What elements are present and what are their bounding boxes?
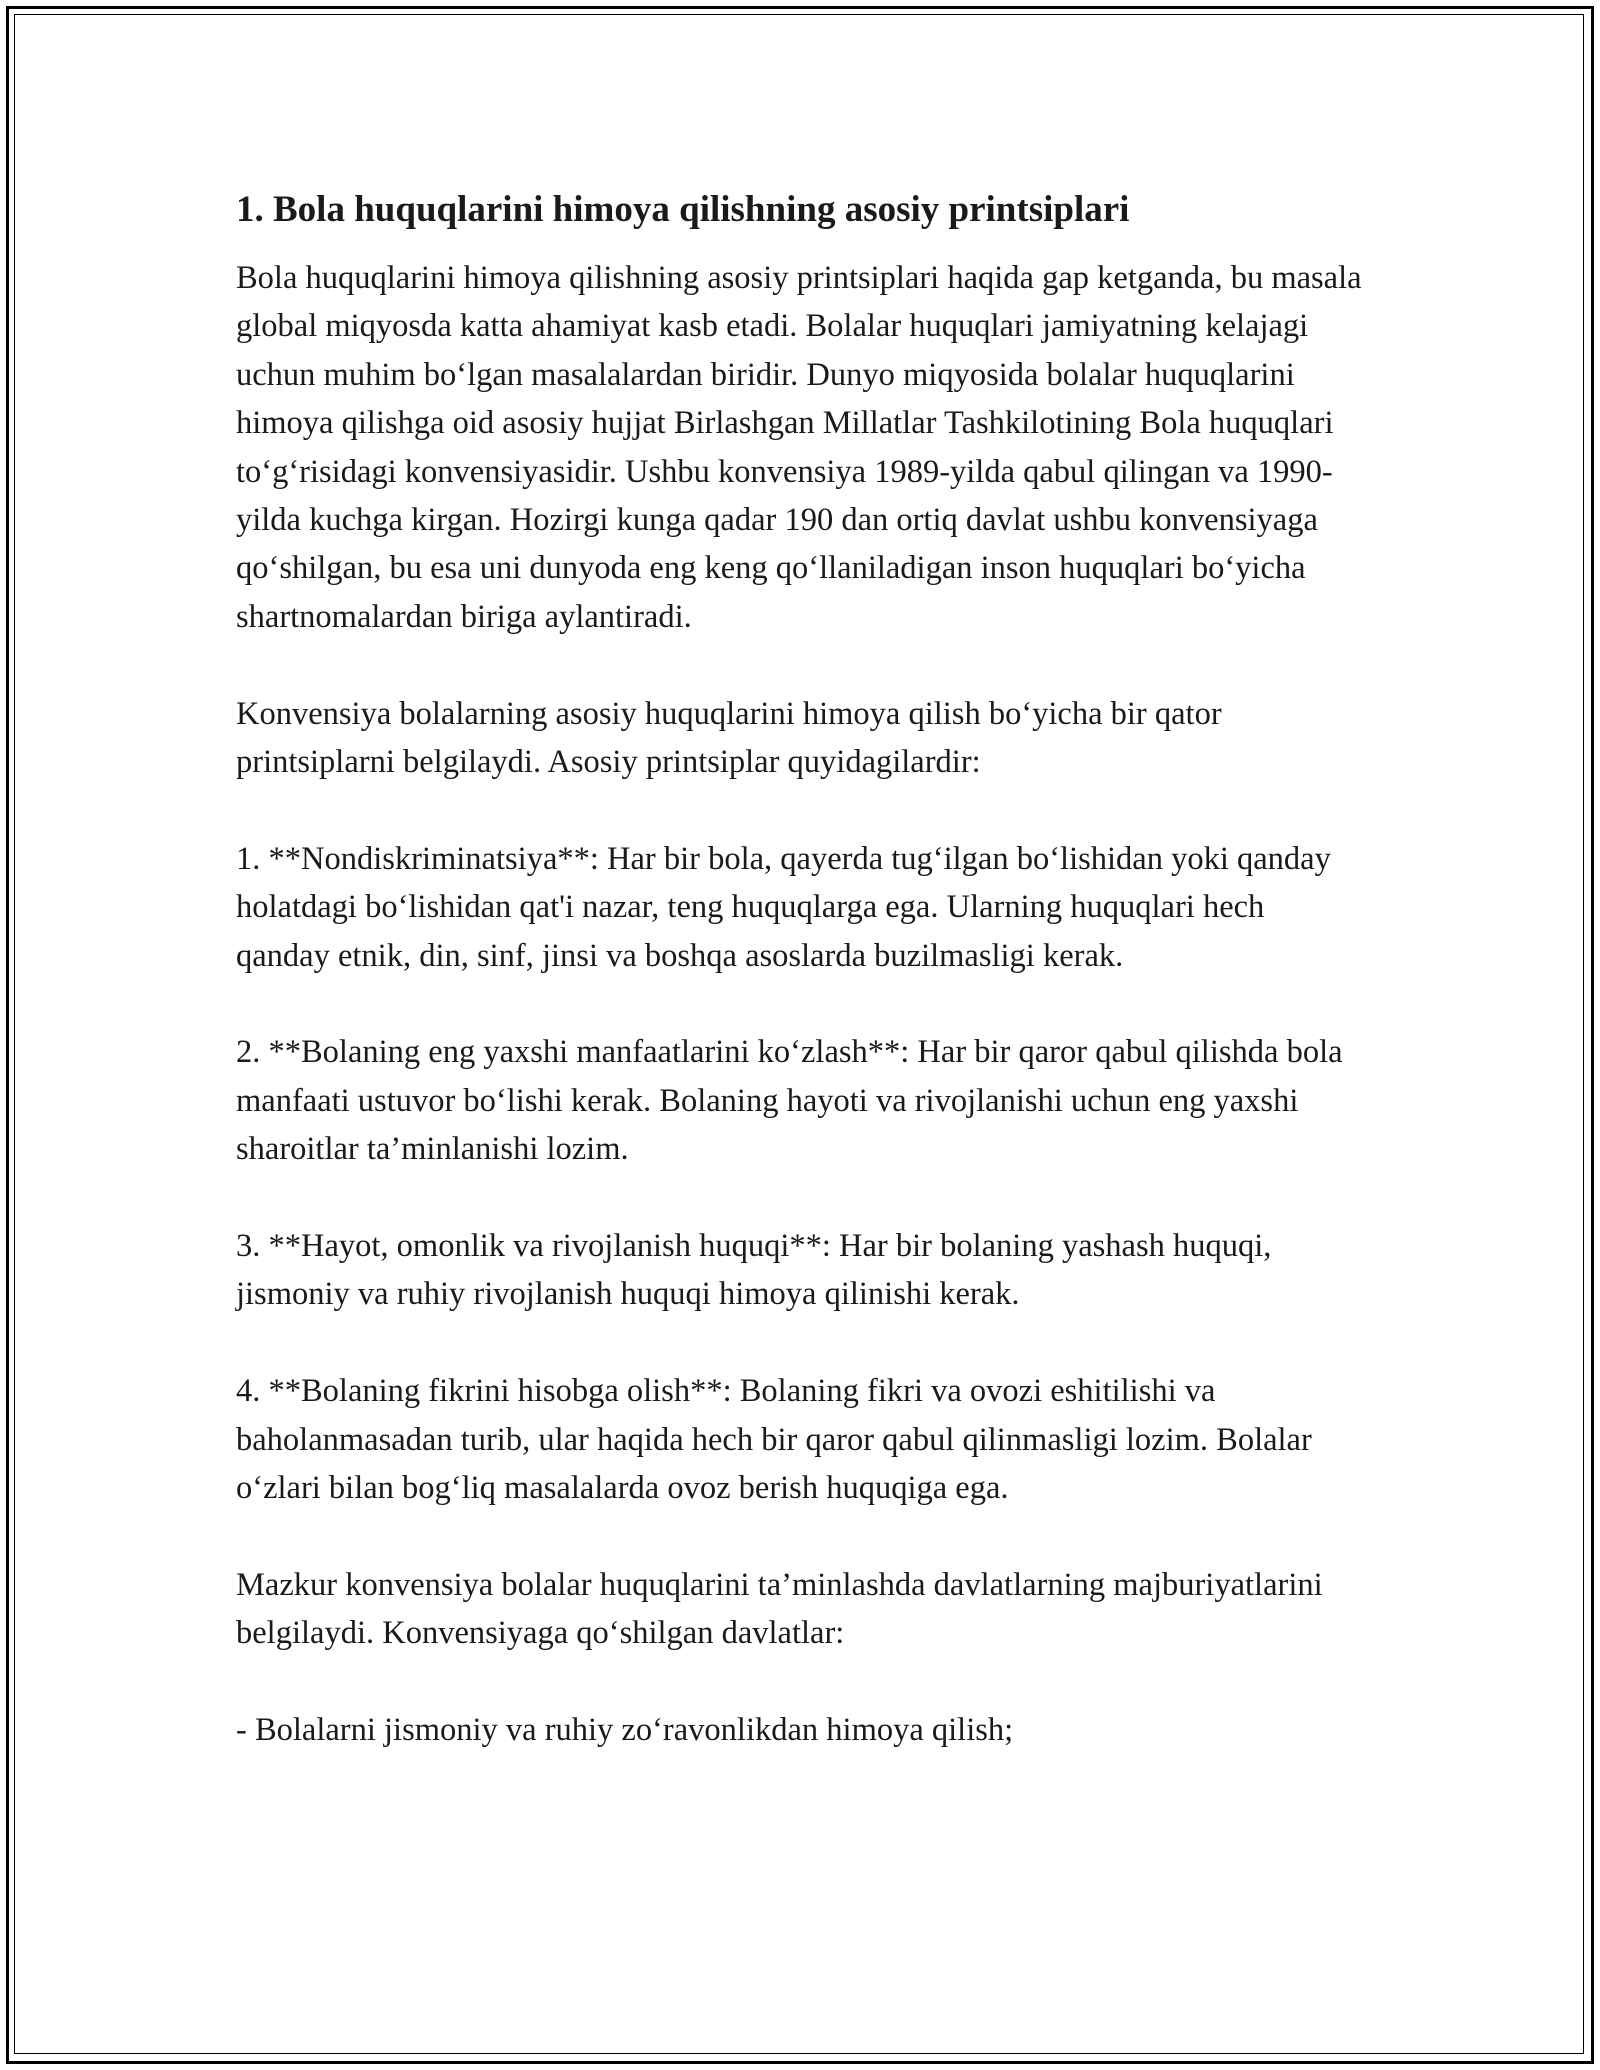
paragraph-principles-lead: Konvensiya bolalarning asosiy huquqlarini himoya qilish bo‘yicha bir qator printsiplarni belgilaydi. Asosiy printsiplar quyidagilardir:	[236, 695, 1222, 781]
paragraph-principle-1: 1. **Nondiskriminatsiya**: Har bir bola, qayerda tug‘ilgan bo‘lishidan yoki qanday holatdagi bo‘lishidan qat'i nazar, teng huquqlarga ega. Ularning huquqlari hech qanday etnik, din, sinf, jinsi va boshqa asoslarda buzilmasligi kerak.	[236, 840, 1331, 974]
paragraph-intro: Bola huquqlarini himoya qilishning asosiy printsiplari haqida gap ketganda, bu masala global miqyosda katta ahamiyat kasb etadi. Bolalar huquqlari jamiyatning kelajagi uchun muhim bo‘lgan masalalardan biridir. Dunyo miqyosida bolalar huquqlarini himoya qilishga oid asosiy hujjat Birlashgan Millatlar Tashkilotining Bola huquqlari to‘g‘risidagi konvensiyasidir. Ushbu konvensiya 1989-yilda qabul qilingan va 1990-yilda kuchga kirgan. Hozirgi kunga qadar 190 dan ortiq davlat ushbu konvensiyaga qo‘shilgan, bu esa uni dunyoda eng keng qo‘llaniladigan inson huquqlari bo‘yicha shartnomalardan biriga aylantiradi.	[236, 260, 1362, 635]
paragraph-principle-2: 2. **Bolaning eng yaxshi manfaatlarini ko‘zlash**: Har bir qaror qabul qilishda bola manfaati ustuvor bo‘lishi kerak. Bolaning hayoti va rivojlanishi uchun eng yaxshi sharoitlar ta’minlanishi lozim.	[236, 1034, 1343, 1168]
paragraph-obligations: Mazkur konvensiya bolalar huquqlarini ta’minlashda davlatlarning majburiyatlarini belgilaydi. Konvensiyaga qo‘shilgan davlatlar:	[236, 1566, 1323, 1652]
section-title: 1. Bola huquqlarini himoya qilishning asosiy printsiplari	[236, 189, 1130, 230]
document-page	[236, 186, 1366, 1754]
paragraph-principle-4: 4. **Bolaning fikrini hisobga olish**: Bolaning fikri va ovozi eshitilishi va baholanmasadan turib, ular haqida hech bir qaror qabul qilinmasligi lozim. Bolalar o‘zlari bilan bog‘liq masalalarda ovoz berish huquqiga ega.	[236, 1373, 1312, 1507]
paragraph-principle-3: 3. **Hayot, omonlik va rivojlanish huquqi**: Har bir bolaning yashash huquqi, jismoniy va ruhiy rivojlanish huquqi himoya qilinishi kerak.	[236, 1228, 1272, 1313]
paragraph-list-item: - Bolalarni jismoniy va ruhiy zo‘ravonlikdan himoya qilish;	[236, 1712, 1014, 1749]
